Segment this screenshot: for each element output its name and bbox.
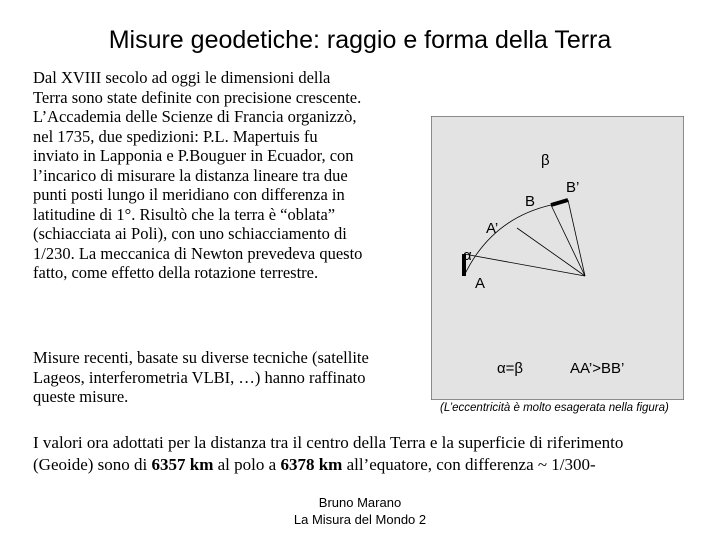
adopted-values-text [33, 432, 623, 476]
text-line: Lageos, interferometria VLBI, …) hanno raffinato [33, 367, 366, 387]
label-b: B [525, 193, 536, 210]
label-alpha-equals-beta: α=β [497, 360, 524, 377]
footer-course: La Misura del Mondo 2 [293, 512, 427, 527]
intro-paragraph [33, 68, 362, 283]
text-line: L’Accademia delle Scienze di Francia organizzò, [33, 107, 357, 126]
slide-title: Misure geodetiche: raggio e forma della Terra [108, 26, 612, 54]
text-line: inviato in Lapponia e P.Bouguer in Ecuador, con [33, 146, 354, 165]
footer-author: Bruno Marano [318, 495, 402, 510]
label-alpha: α [463, 247, 472, 264]
text-segment: al polo a [213, 455, 281, 474]
label-a: A [475, 275, 486, 292]
polar-radius-value: 6357 km [151, 455, 214, 474]
text-line: queste misure. [33, 387, 129, 406]
text-line: I valori ora adottati per la distanza tra il centro della Terra e la superficie di riferimento [33, 433, 624, 452]
text-line: l’incarico di misurare la distanza lineare tra due [33, 165, 348, 185]
text-line: fatto, come effetto della rotazione terrestre. [33, 263, 319, 282]
slide-footer [0, 494, 720, 528]
recent-measures-paragraph [33, 348, 369, 407]
text-line: nel 1735, due spedizioni: P.L. Mapertuis fu [33, 126, 318, 146]
text-line: (schiacciata ai Poli), con uno schiacciamento di [33, 224, 347, 243]
figure-caption: (L’eccentricità è molto esagerata nella figura) [440, 402, 669, 414]
text-line: punti posti lungo il meridiano con differenza in [33, 185, 345, 204]
equatorial-radius-value: 6378 km [280, 455, 343, 474]
text-line: Dal XVIII secolo ad oggi le dimensioni della [33, 68, 331, 87]
label-beta: β [541, 152, 550, 169]
label-aa-greater-bb: AA’>BB’ [570, 360, 625, 377]
text-line [33, 454, 623, 476]
text-segment: (Geoide) sono di [33, 455, 152, 474]
text-line: Misure recenti, basate su diverse tecniche (satellite [33, 348, 369, 367]
text-line: Terra sono state definite con precisione crescente. [33, 87, 362, 107]
text-line: 1/230. La meccanica di Newton prevedeva questo [33, 243, 363, 263]
text-line: latitudine di 1°. Risultò che la terra è “oblata” [33, 204, 336, 224]
label-a-prime: A’ [486, 220, 499, 237]
earth-oblateness-figure [431, 116, 684, 400]
text-segment: all’equatore, con differenza ~ 1/300- [342, 455, 596, 474]
label-b-prime: B’ [566, 179, 580, 196]
